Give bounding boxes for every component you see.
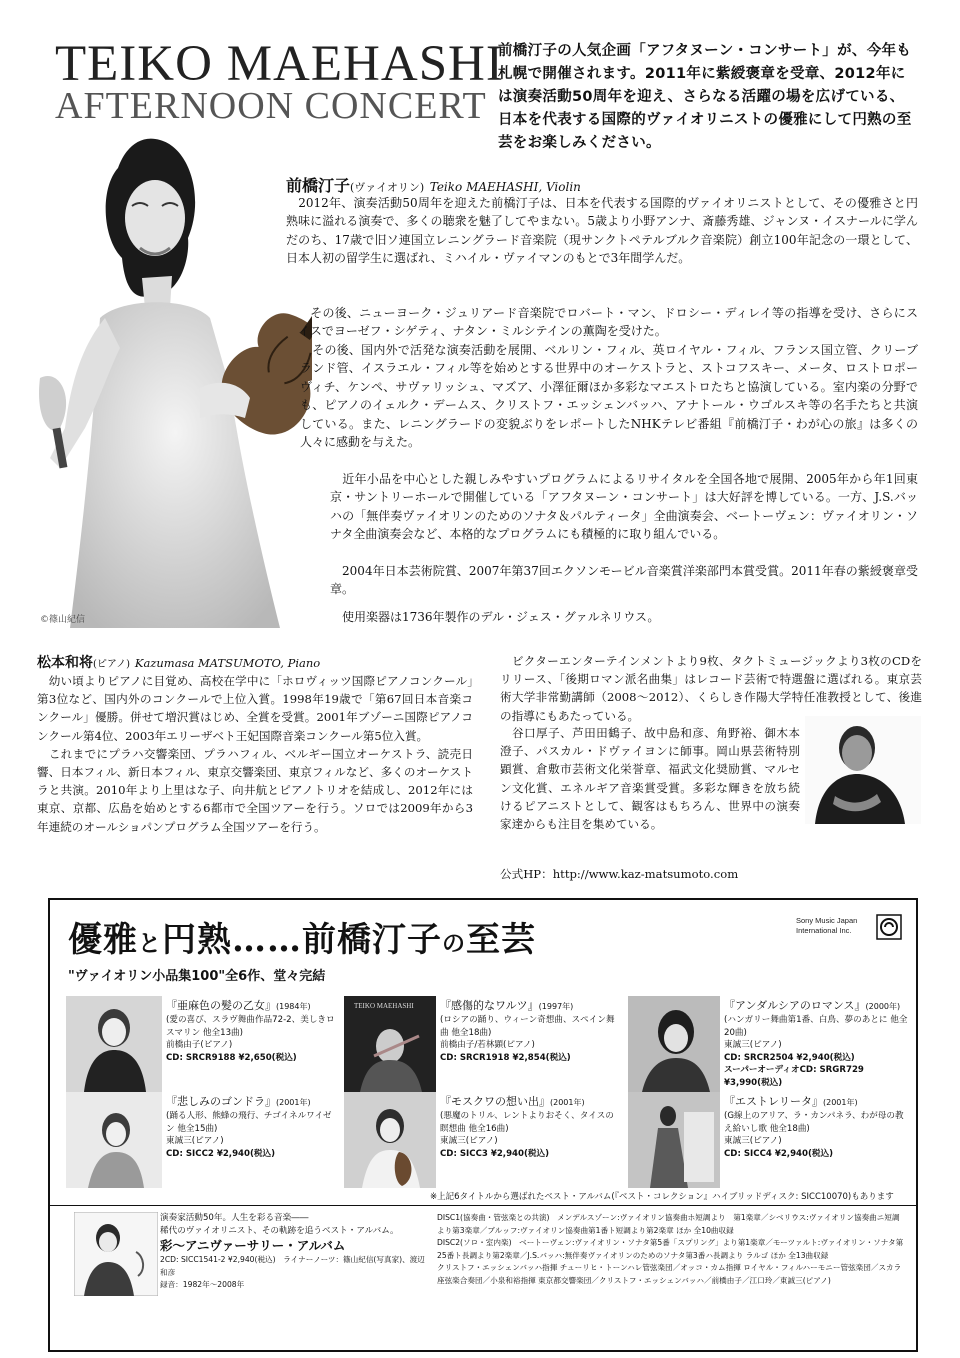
violinist-name-jp: 前橋汀子 [286, 176, 351, 195]
album-1-year: (1984年) [276, 1002, 311, 1011]
anniversary-album-cover[interactable] [74, 1212, 158, 1296]
album-6-cd: CD: SICC4 ¥2,940(税込) [724, 1148, 834, 1159]
anniversary-album [160, 1212, 430, 1292]
album-3 [724, 998, 910, 1090]
album-cover-2[interactable] [344, 996, 436, 1092]
album-6 [724, 1094, 904, 1160]
album-3-performer: 東誠三(ピアノ) [724, 1040, 782, 1051]
album-3-desc: (ハンガリー舞曲第1番、白鳥、夢のあとに 他全20曲) [724, 1015, 908, 1038]
album-4-title: 『悲しみのゴンドラ』 [166, 1095, 276, 1108]
svg-text:TEIKO MAEHASHI: TEIKO MAEHASHI [354, 1002, 414, 1010]
album-6-performer: 東誠三(ピアノ) [724, 1136, 782, 1147]
label-logo-icon [876, 914, 902, 940]
anniversary-cd: 2CD: SICC1541-2 ¥2,940(税込) ライナーノーツ：篠山紀信(写真家)、渡辺和彦 [160, 1255, 425, 1277]
title-part-no: の [442, 930, 466, 957]
anniversary-line-2: 稀代のヴァイオリニスト、その軌跡を追うベスト・アルバム。 [160, 1225, 399, 1236]
title-part-elegance: 優雅 [68, 920, 138, 960]
pianist-name-jp: 松本和将 [37, 655, 93, 671]
violinist-role: (ヴァイオリン) [350, 181, 425, 194]
album-cover-1[interactable] [66, 996, 162, 1092]
intro-text: 前橋汀子の人気企画「アフタヌーン・コンサート」が、今年も札幌で開催されます。2011年に紫綬褒章を受章、2012年には演奏活動50周年を迎え、さらなる活躍の場を広げている、日本を代表する国際的ヴァイオリニストの優雅にして円熟の至芸をお楽しみください。 [498, 43, 912, 151]
album-4-year: (2001年) [276, 1098, 311, 1107]
anniversary-title: 彩〜アニヴァーサリー・アルバム [160, 1238, 346, 1254]
album-1-performer: 前橋由子(ピアノ) [166, 1040, 233, 1051]
album-2-cd: CD: SRCR1918 ¥2,854(税込) [440, 1052, 571, 1063]
violinist-paragraph-6: 使用楽器は1736年製作のデル・ジェス・グァルネリウス。 [330, 610, 660, 624]
album-cover-3[interactable] [628, 996, 720, 1092]
violinist-paragraph-3: その後、国内外で活発な演奏活動を展開、ベルリン・フィル、英ロイヤル・フィル、フランス国立管、クリーブランド管、イスラエル・フィル等を始めとする世界中のオーケストラと、ストコフスキー、メータ、ロストロポーヴィチ、ケンペ、サヴァリッシュ、マズア、小澤征爾ほか多彩なマエストロたちと協演している。室内楽の分野でも、ピアノのイェルク・デームス、クリストフ・エッシェンバッハ、アナトール・ウゴルスキ等の名手たちと共演している。また、レニングラードの変貌ぶりをレポートしたNHKテレビ番組『前橋汀子・わが心の旅』は多くの人々に感動を与えた。 [300, 343, 918, 450]
violinist-name [286, 173, 581, 196]
album-5-year: (2001年) [550, 1098, 585, 1107]
discography-subtitle: "ヴァイオリン小品集100"全6作、堂々完結 [68, 969, 326, 984]
discography-title [68, 912, 536, 961]
album-1-title: 『亜麻色の髪の乙女』 [166, 999, 276, 1012]
album-4-cd: CD: SICC2 ¥2,940(税込) [166, 1148, 276, 1159]
sub-title: AFTERNOON CONCERT [55, 85, 487, 127]
album-3-cd: CD: SRCR2504 ¥2,940(税込) [724, 1052, 855, 1063]
album-5-desc: (悪魔のトリル、レントよりおそく、タイスの瞑想曲 他全16曲) [440, 1111, 614, 1134]
anniversary-performers: クリストフ・エッシェンバッハ指揮 チューリヒ・トーンハレ管弦楽団／オッコ・カム指揮 ロイヤル・フィルハーモニー管弦楽団／スカラ座弦楽合奏団／小泉和裕指揮 東京都交響楽団／クリストフ・エッシェンバッハ／前橋由子／江口玲／東誠三(ピアノ) [437, 1263, 902, 1285]
violinist-paragraph-1: 2012年、演奏活動50周年を迎えた前橋汀子は、日本を代表する国際的ヴァイオリニストとして、その優雅さと円熟味に溢れる演奏で、多くの聴衆を魅了してやまない。5歳より小野アンナ、斎藤秀雄、ジャンヌ・イスナールに学んだのち、17歳で旧ソ連国立レニングラード音楽院（現サンクトペテルブルク音楽院）創立100年記念の一環として、日本人初の留学生に選ばれ、ミハイル・ヴァイマンのもとで3年間学んだ。 [286, 196, 918, 266]
best-album-note: ※上記6タイトルから選ばれたベスト・アルバム(『ベスト・コレクション』ハイブリッドディスク: SICC10070)もあります [430, 1192, 894, 1202]
anniversary-disc-list [437, 1212, 907, 1287]
album-3-title: 『アンダルシアのロマンス』 [724, 999, 866, 1012]
violinist-paragraph-4: 近年小品を中心とした親しみやすいプログラムによるリサイタルを全国各地で展開、2005年から年1回東京・サントリーホールで開催している「アフタヌーン・コンサート」は大好評を博している。一方、J.S.バッハの「無伴奏ヴァイオリンのためのソナタ＆パルティータ」全曲演奏会、ベートーヴェン：ヴァイオリン・ソナタ全曲演奏会など、本格的なプログラムにも積極的に取り組んでいる。 [330, 472, 918, 542]
album-2-desc: (ロシアの踊り、ウィーン奇想曲、スペイン舞曲 他全18曲) [440, 1015, 615, 1038]
title-part-and: と [138, 930, 162, 957]
album-5-cd: CD: SICC3 ¥2,940(税込) [440, 1148, 550, 1159]
pianist-website[interactable]: 公式HP：http://www.kaz-matsumoto.com [500, 867, 739, 881]
anniversary-line-1: 演奏家活動50年。人生を彩る音楽―― [160, 1213, 309, 1223]
album-5-performer: 東誠三(ピアノ) [440, 1136, 498, 1147]
album-1-desc: (愛の喜び、スラヴ舞曲作品72-2、美しきロスマリン 他全13曲) [166, 1015, 335, 1038]
album-6-desc: (G線上のアリア、ラ・カンパネラ、わが母の教え給いし歌 他全18曲) [724, 1111, 904, 1134]
title-part-art: 至芸 [466, 920, 536, 960]
album-4-desc: (踊る人形、熊蜂の飛行、チゴイネルワイゼン 他全15曲) [166, 1111, 332, 1134]
pianist-photo [805, 716, 921, 824]
photo-credit: ©篠山紀信 [40, 615, 86, 625]
album-3-year: (2000年) [865, 1002, 901, 1011]
pianist-name [37, 652, 320, 672]
violinist-paragraph-5: 2004年日本芸術院賞、2007年第37回エクソンモービル音楽賞洋楽部門本賞受賞。2011年春の紫綬褒章受章。 [330, 564, 918, 597]
album-cover-5[interactable] [344, 1092, 436, 1188]
main-title: TEIKO MAEHASHI [55, 36, 504, 92]
album-6-year: (2001年) [823, 1098, 858, 1107]
album-cover-6[interactable] [628, 1092, 720, 1188]
violinist-name-en: Teiko MAEHASHI, Violin [429, 180, 581, 194]
pianist-right-para-1: ビクターエンターテインメントより9枚、タクトミュージックより3枚のCDをリリース、「後期ロマン派名曲集」はレコード芸術で特選盤に選ばれる。東京芸術大学非常勤講師（2008〜2012）、くらしき作陽大学特任准教授として、後進の指導にもあたっている。 [500, 654, 922, 723]
pianist-paragraph-1: 幼い頃よりピアノに目覚め、高校在学中に「ホロヴィッツ国際ピアノコンクール」第3位など、国内外のコンクールで上位入賞。1998年19歳で「第67回日本音楽コンクール」優勝。併せて増沢賞はじめ、全賞を受賞。2001年ブゾーニ国際ピアノコンクール第4位、2003年エリーザベト王妃国際音楽コンクール第5位入賞。 [37, 674, 473, 743]
anniversary-recording: 録音：1982年〜2008年 [160, 1280, 245, 1290]
violinist-paragraph-2: その後、ニューヨーク・ジュリアード音楽院でロバート・マン、ドロシー・ディレイ等の指導を受け、さらにスイスでヨーゼフ・シゲティ、ナタン・ミルシテインの薫陶を受けた。 [298, 306, 918, 339]
pianist-role: (ピアノ) [93, 659, 131, 670]
pianist-left-column [37, 672, 473, 836]
album-4-performer: 東誠三(ピアノ) [166, 1136, 224, 1147]
album-2-performer: 前橋由子/若林顕(ピアノ) [440, 1040, 535, 1051]
box-divider [48, 1205, 916, 1206]
album-5-title: 『モスクワの想い出』 [440, 1095, 550, 1108]
disc1-contents: DISC1(協奏曲・管弦楽との共演) メンデルスゾーン:ヴァイオリン協奏曲ホ短調より 第1楽章／シベリウス:ヴァイオリン協奏曲ニ短調より第3楽章／ブルッフ:ヴァイオリン協奏曲第1番ト短調より第2楽章 ほか 全10曲収録 [437, 1213, 900, 1235]
album-1-cd: CD: SRCR9188 ¥2,650(税込) [166, 1052, 297, 1063]
pianist-name-en: Kazumasa MATSUMOTO, Piano [134, 656, 321, 670]
pianist-right-para-2: 谷口厚子、芦田田鶴子、故中島和彦、角野裕、御木本澄子、パスカル・ドヴァイヨンに師事。岡山県芸術特別顕賞、倉敷市芸術文化栄誉章、福武文化奨励賞、マルセン文化賞、エネルギア音楽賞受賞。多彩な輝きを放ち続けるピアニストとして、観客はもちろん、世界中の演奏家達からも注目を集めている。 [500, 726, 800, 832]
album-2 [440, 998, 616, 1064]
pianist-paragraph-2: これまでにプラハ交響楽団、プラハフィル、ベルギー国立オーケストラ、読売日響、日本フィル、新日本フィル、東京交響楽団、東京フィルなど、多くのオーケストラと共演。2010年より上里はな子、向井航とピアノトリオを結成し、2012年には東京、京都、広島を始めとする6都市で全国ツアーを行う。ソロでは2009年から3年連続のオールショパンプログラム全国ツアーを行う。 [37, 746, 473, 834]
album-1 [166, 998, 336, 1064]
album-cover-4[interactable] [66, 1092, 162, 1188]
album-5 [440, 1094, 616, 1160]
album-2-title: 『感傷的なワルツ』 [440, 999, 539, 1012]
title-part-maturity: 円熟 [162, 920, 232, 960]
title-part-name: ……前橋汀子 [232, 920, 442, 960]
album-3-sacd: スーパーオーディオCD: SRGR729 ¥3,990(税込) [724, 1065, 864, 1088]
album-4 [166, 1094, 336, 1160]
album-2-year: (1997年) [538, 1002, 574, 1011]
album-6-title: 『エストレリータ』 [724, 1095, 823, 1108]
label-name: Sony Music Japan International Inc. [796, 916, 858, 935]
violinist-photo [30, 128, 312, 628]
disc2-contents: DISC2(ソロ・室内楽) ベートーヴェン:ヴァイオリン・ソナタ第5番「スプリング」より第1楽章／モーツァルト:ヴァイオリン・ソナタ第25番ト長調より第2楽章／J.S.バッハ:無伴奏ヴァイオリンのためのソナタ第3番ハ長調より ラルゴ ほか 全13曲収録 [437, 1238, 904, 1260]
